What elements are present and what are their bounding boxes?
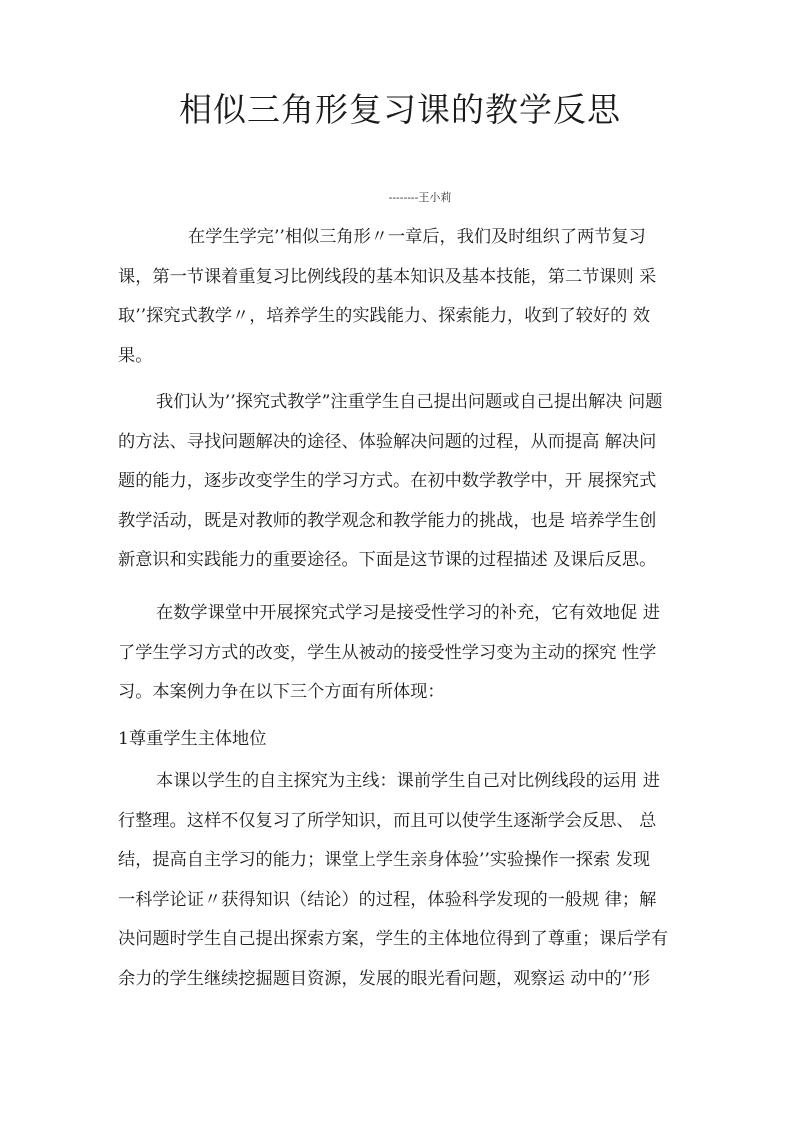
text-line: 的方法、寻找问题解决的途径、体验解决问题的过程，从而提高 解决问 bbox=[118, 431, 657, 452]
text-line: 余力的学生继续挖掘题目资源，发展的眼光看问题，观察运 动中的’’形 bbox=[118, 968, 651, 989]
section-paragraph bbox=[118, 762, 686, 999]
text-line: 本课以学生的自主探究为主线：课前学生自己对比例线段的运用 进 bbox=[156, 771, 660, 791]
text-line: 题的能力，逐步改变学生的学习方式。在初中数学教学中，开 展探究式 bbox=[118, 471, 657, 491]
text-line: 结，提高自主学习的能力；课堂上学生亲身体验’’实验操作一探索 发现 bbox=[118, 850, 651, 870]
text-line: 我们认为’’探究式教学”注重学生自己提出问题或自己提出解决 问题 bbox=[156, 392, 663, 412]
text-line: 了学生学习方式的改变，学生从被动的接受性学习变为主动的探究 性学 bbox=[118, 642, 657, 663]
paragraph-3 bbox=[118, 594, 686, 713]
text-line: 果。 bbox=[118, 345, 153, 366]
author-line: --------王小莉 bbox=[388, 191, 452, 204]
text-line: 在数学课堂中开展探究式学习是接受性学习的补充，它有效地促 进 bbox=[156, 603, 660, 623]
section-heading: 1尊重学生主体地位 bbox=[118, 729, 267, 749]
text-line: 一科学论证〃获得知识（结论）的过程，体验科学发现的一般规 律；解 bbox=[118, 889, 657, 910]
text-line: 教学活动，既是对教师的教学观念和教学能力的挑战，也是 培养学生创 bbox=[118, 510, 657, 531]
text-line: 新意识和实践能力的重要途径。下面是这节课的过程描述 及课后反思。 bbox=[118, 550, 657, 570]
text-line: 课，第一节课着重复习比例线段的基本知识及基本技能，第二节课则 采 bbox=[118, 266, 657, 287]
text-line: 在学生学完’’相似三角形〃一章后，我们及时组织了两节复习 bbox=[188, 227, 646, 247]
text-line: 行整理。这样不仅复习了所学知识，而且可以使学生逐渐学会反思、 总 bbox=[118, 810, 657, 831]
text-line: 习。本案例力争在以下三个方面有所体现： bbox=[118, 682, 445, 702]
document-title: 相似三角形复习课的教学反思 bbox=[179, 90, 621, 129]
text-line: 取’’探究式教学〃，培养学生的实践能力、探索能力，收到了较好的 效 bbox=[118, 306, 651, 326]
paragraph-1 bbox=[118, 218, 686, 376]
paragraph-2 bbox=[118, 383, 686, 581]
text-line: 决问题时学生自己提出探索方案，学生的主体地位得到了尊重；课后学有 bbox=[118, 929, 669, 949]
